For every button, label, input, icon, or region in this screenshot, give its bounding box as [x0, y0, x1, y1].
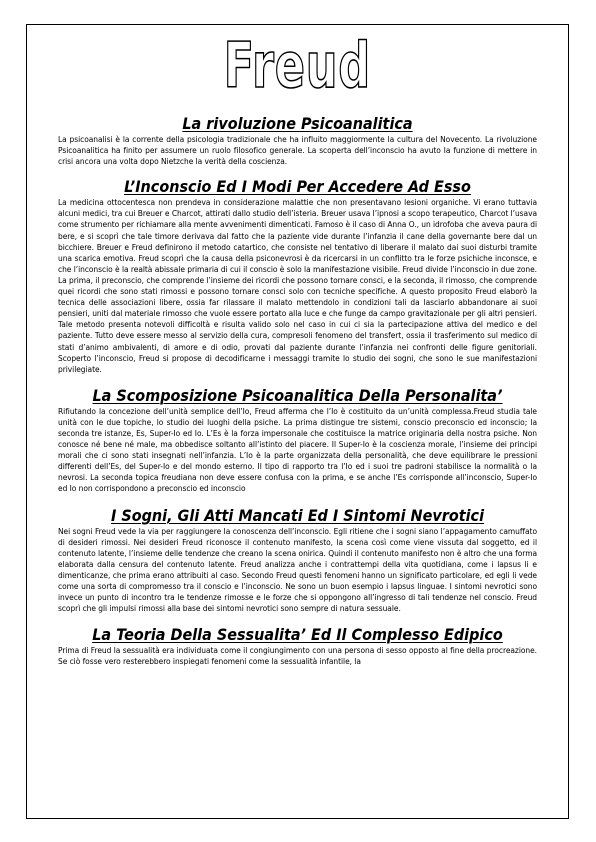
section-heading: La rivoluzione Psicoanalitica [182, 114, 413, 133]
section-paragraph: Rifiutando la concezione dell’unità semplice dell’Io, Freud afferma che l’Io è costituito da un’unità complessa.Freud studia tale unità con le due topiche, lo studio dei luoghi della psiche. La prima distingue tre sistemi, conscio preconscio ed inconscio; la seconda tre istanze, Es, Super-Io ed Io. L’Es è la forza impersonale che costituisce la matrice originaria della nostra psiche. Non conosce né bene né male, ma obbedisce soltanto all’istinto del piacere. Il Super-Io è la coscienza morale, l’insieme dei principi morali che ci sono stati insegnati nell’infanzia. L’Io è la parte organizzata della personalità, che deve equilibrare le pressioni differenti dell’Es, del Super-Io e del mondo esterno. Il tipo di rapporto tra l’Io ed i suoi tre padroni stabilisce la normalità o la nevrosi. La seconda topica freudiana non deve essere confusa con la prima, e se anche l’Es corrisponde all’inconscio, Super-Io ed Io non corrispondono a preconscio ed inconscio [58, 406, 537, 494]
document-title: Freud [223, 29, 372, 102]
document-body [27, 114, 568, 667]
section-paragraph: La psicoanalisi è la corrente della psicologia tradizionale che ha influito maggiormente la cultura del Novecento. La rivoluzione Psicoanalitica ha finito per assumere un ruolo filosofico generale. La scoperta dell’inconscio ha avuto la funzione di mettere in crisi ancora una volta dopo Nietzche la verità della coscienza. [58, 135, 537, 167]
section-paragraph: Nei sogni Freud vede la via per raggiungere la conoscenza dell’inconscio. Egli ritiene che i sogni siano l’appagamento camuffato di desideri rimossi. Nei desideri Freud riconosce il contenuto manifesto, la scena così come viene vissuta dal soggetto, ed il contenuto latente, l’insieme delle tendenze che creano la scena onirica. Quindi il contenuto manifesto non è altro che una forma elaborata dalla censura del contenuto latente. Freud analizza anche i contrattempi della vita quotidiana, come i lapsus li e dimenticanze, che prima erano attribuiti al caso. Secondo Freud questi fenomeni hanno un significato particolare, ed egli li vede come una sorta di compromesso tra il conscio e l’inconscio. Ne sono un buon esempio i lapsus linguae. I sintomi nevrotici sono invece un punto di incontro tra le tendenze rimosse e le forze che si oppongono all’ingresso di tali tendenze nel conscio. Freud scoprì che gli impulsi rimossi alla base dei sintomi nevrotici sono sempre di natura sessuale. [58, 526, 537, 614]
section-sogni [58, 506, 537, 615]
section-heading: La Scomposizione Psicoanalitica Della Personalita’ [92, 385, 503, 405]
section-paragraph: La medicina ottocentesca non prendeva in considerazione malattie che non presentavano lesioni organiche. Vi erano tuttavia alcuni medici, tra cui Breuer e Charcot, attirati dallo studio dell’isteria. Breuer usava l’ipnosi a scopo terapeutico, Charcot l’usava come strumento per richiamare alla mente avvenimenti dimenticati. Famoso è il caso di Anna O., un idrofoba che aveva paura di bere, e si scoprì che tale timore derivava dal fatto che la paziente vide durante l’infanzia il cane della governante bere dal un bicchiere. Breuer e Freud definirono il metodo catartico, che consiste nel tentativo di liberare il malato dai suoi disturbi tramite una scarica emotiva. Freud scoprì che la causa della psiconevrosi è da ricercarsi in un conflitto tra le forze psichiche inconsce, e che l’inconscio è la realtà abissale primaria di cui il conscio è solo la manifestazione visibile. Freud divide l’inconscio in due zone. La prima, il preconscio, che comprende l’insieme dei ricordi che possono tornare consci, e la seconda, il rimosso, che comprende quei ricordi che sono stati rimossi e possono tornare consci solo con tecniche specifiche. A questo proposito Freud elaborò la tecnica delle associazioni libere, ossia far rilassare il malato mettendolo in condizioni tali da lasciarlo abbandonare ai suoi pensieri, uniti dal materiale rimosso che vuole essere portato alla luce e che funge da campo gravitazionale per gli altri pensieri. Tale metodo presenta notevoli difficoltà e risulta valido solo nel caso in cui ci sia la partecipazione attiva del medico e del paziente. Tutto deve essere messo al servizio della cura, compresoli fenomeno del transfert, ossia il trasferimento sul medico di stati d’animo ambivalenti, di amore e di odio, provati dal paziente durante l’infanzia nei confronti delle figure genitoriali. Scoperto l’inconscio, Freud si propose di decodificarne i messaggi tramite lo studio dei sogni, che sono le sue manifestazioni privilegiate. [58, 198, 537, 374]
section-rivoluzione [58, 114, 537, 167]
section-sessualita [58, 625, 537, 667]
document-page [26, 24, 569, 819]
section-paragraph: Prima di Freud la sessualità era individuata come il congiungimento con una persona di sesso opposto al fine della procreazione. Se ciò fosse vero resterebbero inspiegati fenomeni come la sessualità infantile, la [58, 646, 537, 667]
section-inconscio [58, 177, 537, 375]
section-personalita [58, 386, 537, 495]
section-heading: I Sogni, Gli Atti Mancati Ed I Sintomi Nevrotici [110, 505, 485, 525]
section-heading: L’Inconscio Ed I Modi Per Accedere Ad Esso [124, 177, 471, 197]
title-block [27, 25, 568, 109]
section-heading: La Teoria Della Sessualita’ Ed Il Complesso Edipico [92, 625, 503, 645]
